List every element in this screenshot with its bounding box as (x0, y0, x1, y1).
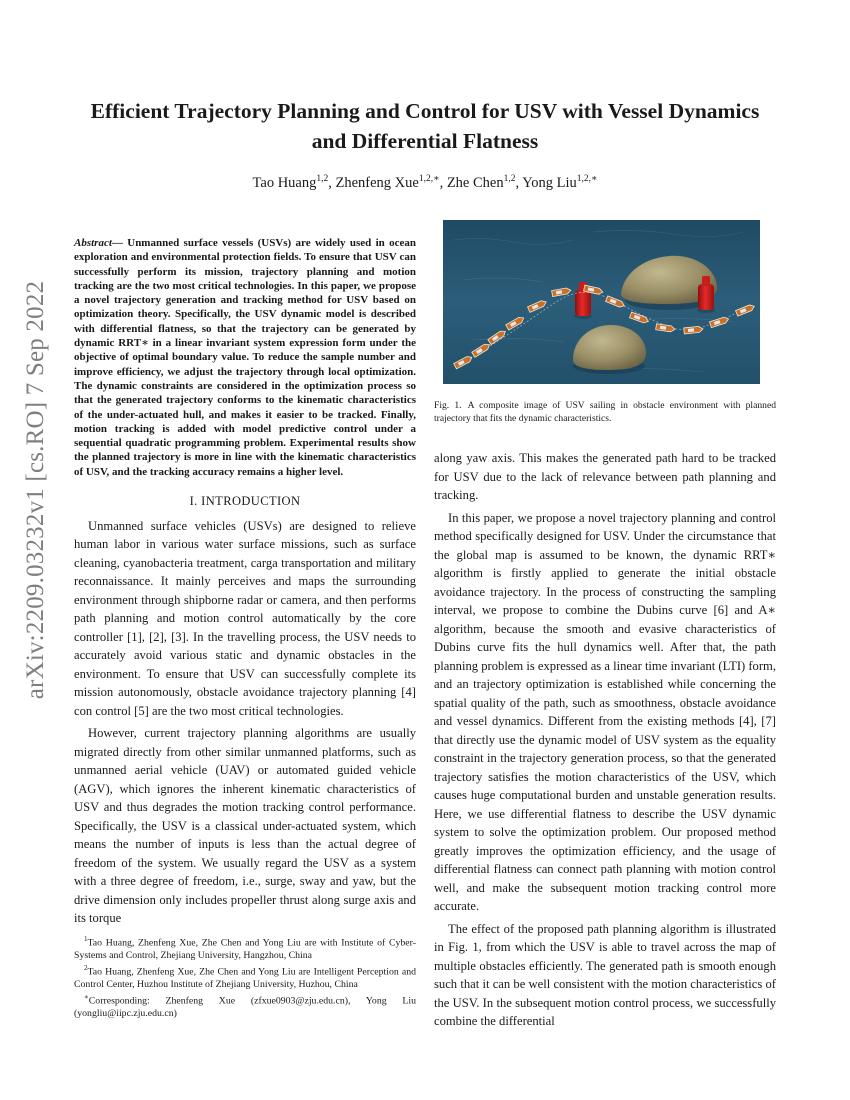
left-column (74, 236, 416, 928)
arxiv-identifier: arXiv:2209.03232v1 [cs.RO] 7 Sep 2022 (22, 280, 50, 700)
footnotes (74, 933, 416, 1020)
paragraph: In this paper, we propose a novel trajectory planning and control method specifically designed for USV. Under the circumstance that the global map is assumed to be known, the dynamic RRT∗ algorithm is firstly applied to generate the initial obstacle avoidance trajectory. In the process of constructing the sampling interval, we propose to combine the Dubins curve [6] and A∗ algorithm, because the smooth and evasive characteristics of Dubins curve fits the hull dynamics well. After that, the path planning problem is expressed as a linear time invariant (LTI) form, and an trajectory optimization is established while concerning the spatial quality of the path, such as smoothness, obstacle avoidance and vessel dynamics. Different from the existing methods [4], [7] that directly use the dynamic model of USV system as the equality constraint in the trajectory generation process, so that the generated trajectory satisfies the motion characteristics of the USV, which causes huge computational burden and unstable generation results. Here, we use differential flatness to describe the USV dynamic system to solve the optimization problem. Our proposed method greatly improves the optimization efficiency, and the usage of differential flatness can connect path planning with motion control well, and make the subsequent motion tracking control more accurate. (434, 510, 776, 914)
abstract-text: — Unmanned surface vessels (USVs) are widely used in ocean exploration and environmental protection fields. To ensure that USV can successfully perform its mission, trajectory planning and motion tracking are the two most critical technologies. In this paper, we propose a novel trajectory generation and tracking method for USV based on optimization theory. Specifically, the USV dynamic model is described with differential flatness, so that the trajectory can be generated by dynamic RRT∗ in a linear invariant system expression form under the objective of optimal boundary value. To reduce the sample number and improve efficiency, we adjust the trajectory through local optimization. The dynamic constraints are considered in the optimization process so that the generated trajectory conforms to the kinematic characteristics of the under-actuated hull, and makes it easier to be tracked. Finally, motion tracking is added with model predictive control under a sequential quadratic programming problem. Experimental results show the planned trajectory is more in line with the kinematic characteristics of USV, and the tracking accuracy remains a higher level. (74, 237, 416, 478)
figure-label: Fig. 1. (434, 400, 462, 411)
paragraph: However, current trajectory planning algorithms are usually migrated directly from other similar unmanned platforms, such as unmanned aerial vehicle (UAV) or automated guided vehicle (AGV), which ignores the inherent kinematic characteristics of USV and thus degrades the motion tracking control performance. Specifically, the USV is a classical under-actuated system, which means the number of inputs is less than the actual degree of freedom of the system. We usually regard the USV as a system with a three degree of freedom, i.e., surge, sway and yaw, but the drive dimension only includes propeller thrust along surge axis and its torque (74, 726, 416, 926)
author: Tao Huang$^{1,2}$, (252, 174, 336, 191)
section-heading-introduction: I. INTRODUCTION (189, 494, 301, 509)
footnote: $^1$Tao Huang, Zhenfeng Xue, Zhe Chen and Yong Liu are with Institute of Cyber-Systems and Control, Zhejiang University, Hangzhou, China (74, 935, 416, 961)
caption-text: A composite image of USV sailing in obstacle environment with planned trajectory that fits the dynamic characteristics. (434, 400, 776, 424)
right-column-text (434, 449, 776, 1031)
arxiv-stamp (14, 280, 58, 700)
author: Yong Liu$^{1,2,∗}$ (522, 174, 598, 191)
paragraph: along yaw axis. This makes the generated path hard to be tracked for USV due to the lack of relevance between path planning and tracking. (434, 451, 776, 503)
right-column (434, 220, 776, 1031)
paragraph: Unmanned surface vehicles (USVs) are designed to relieve human labor in various water surface missions, such as surface cleaning, cyanobacteria treatment, carga transportation and military reconnaissance. It mainly perceives and maps the surrounding environment through shipborne radar or camera, and then performs path planning and motion control automatically by the core controller [1], [2], [3]. In the travelling process, the USV needs to accurately avoid various static and dynamic obstacles in the environment. To ensure that USV can successfully complete its mission autonomously, obstacle avoidance trajectory planning [4] con control [5] are the two most critical technologies. (74, 518, 416, 718)
abstract (74, 236, 416, 479)
author: Zhenfeng Xue$^{1,2,∗}$, (335, 174, 447, 191)
paper-title: Efficient Trajectory Planning and Control for USV with Vessel Dynamics and Differential Flatness (90, 99, 760, 153)
author: Zhe Chen$^{1,2}$, (446, 174, 523, 191)
abstract-label: Abstract (74, 237, 112, 249)
footnote: ∗Corresponding: Zhenfeng Xue (zfxue0903@zju.edu.cn), Yong Liu (yongliu@iipc.zju.edu.cn) (74, 993, 416, 1019)
footnote: $^2$Tao Huang, Zhenfeng Xue, Zhe Chen and Yong Liu are Intelligent Perception and Control Center, Huzhou Institute of Zhejiang University, Huzhou, China (74, 964, 416, 990)
author-list (80, 173, 770, 192)
figure-1-image (443, 220, 760, 384)
usv-composite-scene (443, 220, 760, 384)
figure-1-caption (434, 400, 776, 425)
paragraph: The effect of the proposed path planning algorithm is illustrated in Fig. 1, from which the USV is able to travel across the map of multiple obstacles efficiently. The generated path is smooth enough such that it can be well consistent with the motion characteristics of the USV. In the subsequent motion control process, we successfully combine the differential (434, 921, 776, 1029)
